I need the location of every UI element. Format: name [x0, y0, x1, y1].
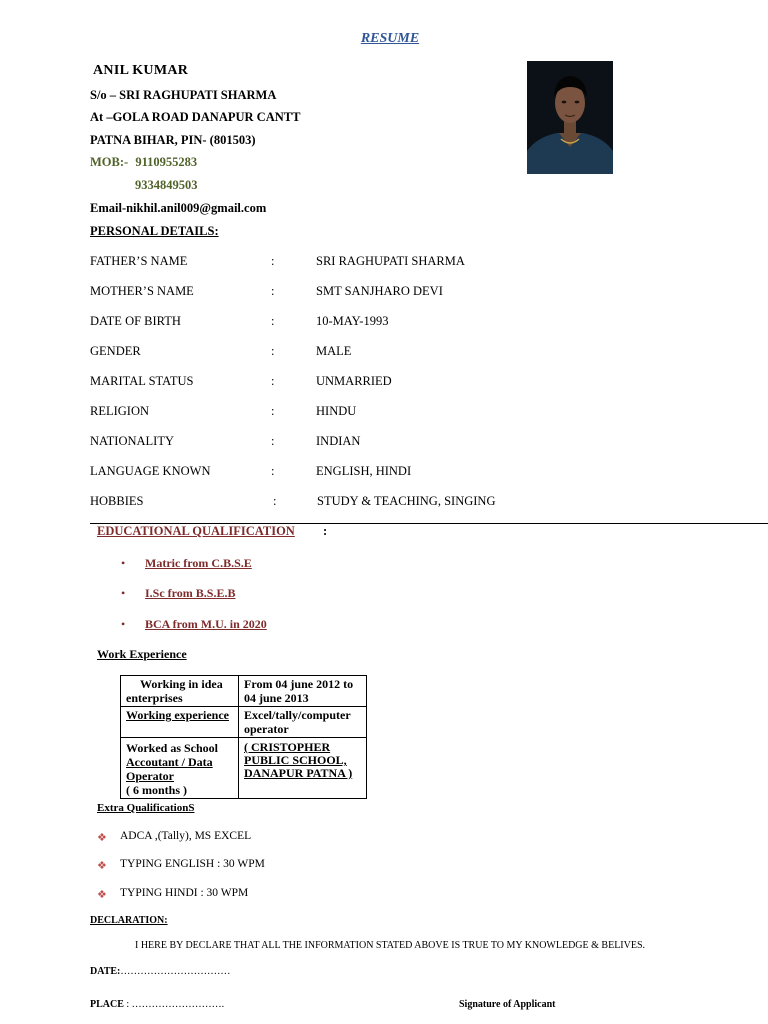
table-cell: [239, 676, 367, 738]
separator: :: [271, 464, 275, 478]
address-line-3: PATNA BIHAR, PIN- (801503): [90, 133, 256, 147]
job-role: Accoutant / Data Operator: [126, 755, 213, 783]
value-religion: HINDU: [316, 404, 357, 418]
job-duration: ( 6 months ): [126, 783, 188, 797]
extra-qualification-item: ADCA ,(Tally), MS EXCEL: [120, 830, 252, 842]
job-title: Working in idea enterprises: [126, 677, 223, 705]
extra-qualifications-heading: Extra QualificationS: [97, 802, 195, 814]
education-item: Matric from C.B.S.E: [145, 556, 252, 570]
label-religion: RELIGION: [90, 404, 150, 418]
school-name: ( CRISTOPHER PUBLIC SCHOOL, DANAPUR PATNA ): [244, 740, 353, 780]
label-gender: GENDER: [90, 344, 141, 358]
mobile-number-2: 9334849503: [135, 178, 198, 192]
resume-title: RESUME: [360, 31, 420, 46]
value-gender: MALE: [316, 344, 352, 358]
diamond-bullet-icon: ❖: [97, 889, 107, 901]
label-language-known: LANGUAGE KNOWN: [90, 464, 211, 478]
date-label: DATE:: [90, 966, 121, 977]
job-role: Excel/tally/computer operator: [239, 706, 366, 737]
mobile-line-1: [90, 155, 197, 170]
date-blank: ……………………………: [120, 966, 231, 977]
separator: :: [273, 494, 277, 508]
mobile-label: MOB:-: [90, 155, 129, 169]
label-hobbies: HOBBIES: [90, 494, 144, 508]
value-mothers-name: SMT SANJHARO DEVI: [316, 284, 443, 298]
extra-qualification-item: TYPING ENGLISH : 30 WPM: [120, 858, 265, 870]
place-label: PLACE: [90, 999, 124, 1010]
declaration-heading: DECLARATION:: [90, 915, 168, 926]
value-language-known: ENGLISH, HINDI: [316, 464, 412, 478]
email: Email-nikhil.anil009@gmail.com: [90, 201, 267, 215]
label-marital-status: MARITAL STATUS: [90, 374, 194, 388]
mobile-number-1: 9110955283: [135, 155, 198, 169]
work-experience-table: [120, 675, 367, 799]
label-date-of-birth: DATE OF BIRTH: [90, 314, 181, 328]
value-fathers-name: SRI RAGHUPATI SHARMA: [316, 254, 465, 268]
job-title: Worked as School: [126, 741, 219, 755]
personal-details-heading: PERSONAL DETAILS:: [90, 224, 219, 238]
bullet-icon: •: [121, 556, 126, 570]
work-experience-heading: Work Experience: [97, 647, 187, 661]
table-cell: [239, 738, 367, 799]
profile-photo: [527, 61, 613, 174]
separator: :: [271, 314, 275, 328]
value-marital-status: UNMARRIED: [316, 374, 392, 388]
declaration-text: I HERE BY DECLARE THAT ALL THE INFORMATION STATED ABOVE IS TRUE TO MY KNOWLEDGE & BELIVES.: [135, 940, 646, 951]
value-nationality: INDIAN: [316, 434, 361, 448]
value-date-of-birth: 10-MAY-1993: [316, 314, 389, 328]
place-blank: : ……………………….: [123, 999, 225, 1010]
extra-qualification-item: TYPING HINDI : 30 WPM: [120, 887, 249, 899]
table-row: [121, 676, 367, 738]
place-line: [90, 999, 224, 1010]
job-label: Working experience: [121, 706, 238, 723]
label-mothers-name: MOTHER’S NAME: [90, 284, 194, 298]
bullet-icon: •: [121, 586, 126, 600]
date-line: [90, 966, 230, 977]
bullet-icon: •: [121, 617, 126, 631]
separator: :: [271, 344, 275, 358]
education-colon: :: [323, 524, 328, 538]
separator: :: [271, 254, 275, 268]
address-line-1: S/o – SRI RAGHUPATI SHARMA: [90, 88, 277, 102]
table-row: [121, 738, 367, 799]
label-fathers-name: FATHER’S NAME: [90, 254, 188, 268]
table-cell: [121, 738, 239, 799]
signature-label: Signature of Applicant: [459, 999, 556, 1010]
separator: :: [271, 374, 275, 388]
job-period: From 04 june 2012 to 04 june 2013: [244, 677, 354, 705]
education-item: BCA from M.U. in 2020: [145, 617, 267, 631]
separator: :: [271, 404, 275, 418]
diamond-bullet-icon: ❖: [97, 860, 107, 872]
value-hobbies: STUDY & TEACHING, SINGING: [317, 494, 496, 508]
diamond-bullet-icon: ❖: [97, 832, 107, 844]
education-heading: EDUCATIONAL QUALIFICATION: [97, 524, 295, 538]
education-item: I.Sc from B.S.E.B: [145, 586, 236, 600]
separator: :: [271, 284, 275, 298]
table-cell: [121, 676, 239, 738]
label-nationality: NATIONALITY: [90, 434, 175, 448]
address-line-2: At –GOLA ROAD DANAPUR CANTT: [90, 110, 301, 124]
separator: :: [271, 434, 275, 448]
applicant-name: ANIL KUMAR: [93, 63, 189, 78]
